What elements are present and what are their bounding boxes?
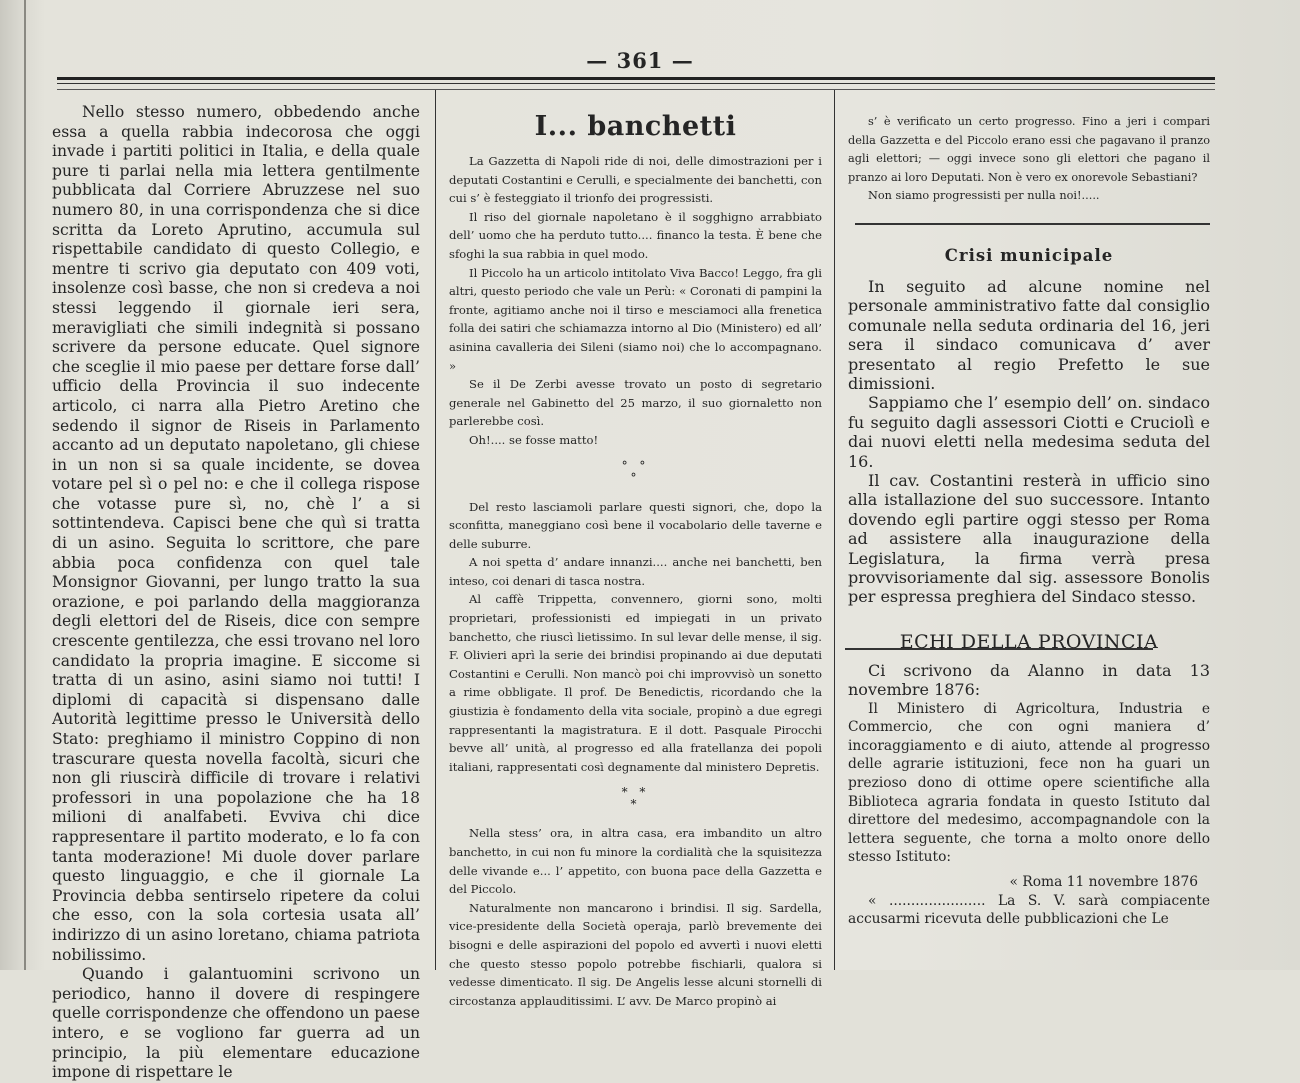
header-rule-thin-2 (57, 89, 1215, 90)
section-title-crisi: Crisi municipale (944, 245, 1114, 265)
paragraph: In seguito ad alcune nomine nel personale amministrativo fatte dal consiglio comunale nella seduta ordinaria del 16, jeri sera il sindaco comunicava d’ aver presentato al regio Prefetto le sue dimissioni. (848, 276, 1210, 393)
column-middle (449, 110, 822, 1010)
paragraph: Ci scrivono da Alanno in data 13 novembre 1876: (848, 660, 1210, 700)
paragraph: Del resto lasciamoli parlare questi signori, che, dopo la sconfitta, maneggiano così bene il vocabolario delle taverne e delle suburre. (449, 499, 822, 551)
section-separator: ° ° ° (621, 458, 650, 485)
section-separator: * * * (621, 785, 650, 812)
article-title: I... banchetti (534, 111, 737, 142)
paragraph: Il Piccolo ha un articolo intitolato Viva Bacco! Leggo, fra gli altri, questo periodo che vale un Perù: « Coronati di pampini la fronte, agitiamo anche noi il tirso e mesciamoci alla frenetica folla dei satiri che schiamazza intorno al Dio (Ministero) ed all’ asinina cavalleria dei Sileni (siamo noi) che lo accompagnano. » (449, 265, 822, 373)
paragraph: Al caffè Trippetta, convennero, giorni sono, molti proprietari, professionisti ed impiegati in un privato banchetto, che riuscì lietissimo. In sul levar delle mense, il sig. F. Olivieri aprì la serie dei brindisi propinando ai due deputati Costantini e Cerulli. Non mancò poi chi improvvisò un sonetto a rime obbligate. Il prof. De Benedictis, ricordando che la giustizia è fondamento della vita sociale, propinò a due egregi rappresentanti la magistratura. E il dott. Pasquale Pirocchi bevve all’ unità, al progresso ed alla fratellanza dei popoli italiani, rappresentati così degnamente dal ministero Depretis. (449, 592, 822, 774)
section-title-echi: ECHI DELLA PROVINCIA (899, 630, 1159, 653)
paragraph: Nello stesso numero, obbedendo anche essa a quella rabbia indecorosa che oggi invade i partiti politici in Italia, e della quale pure ti parlai nella mia lettera gentilmente pubblicata dal Corriere Abruzzese nel suo numero 80, in una corrispondenza che si dice scritta da Loreto Aprutino, accumula sul rispettabile candidato di questo Collegio, e mentre ti scrivo gia deputato con 409 voti, insolenze così basse, che non si credeva a noi stessi leggendo il giornale ieri sera, meravigliati che simili indegnità si possano scrivere da persone educate. Quel signore che sceglie il mio paese per dettare forse dall’ ufficio della Provincia il suo indecente articolo, ci narra alla Pietro Aretino che sedendo il signor de Riseis in Parlamento accanto ad un deputato napoletano, gli chiese in un non si sa quale incidente, se dovea votare pel sì o pel no: e che il collega rispose che votasse pure sì, no, chè l’ a si sottintendeva. Capisci bene che quì si tratta di un asino. Seguita lo scrittore, che pare abbia poca confidenza con quel tale Monsignor Giovanni, per lungo tratto la sua orazione, e poi parlando della maggioranza degli elettori del de Riseis, dice con sempre crescente gentilezza, che essi trovano nel loro candidato la propria imagine. E siccome si tratta di un asino, asini siamo noi tutti! I diplomi di capacità si dispensano dalle Autorità legittime presso le Università dello Stato: preghiamo il ministro Coppino di non trascurare questa novella facoltà, sicuri che non gli riuscirà difficile di trovare i relativi professori in una popolazione che ha 18 milioni di analfabeti. Evviva chi dice rappresentare il partito moderato, e lo fa con tanta moderazione! Mi duole dover parlare questo linguaggio, e che il giornale La Provincia debba sentirselo ripetere da colui che esso, con la sola cortesia usata all’ indirizzo di un asino loretano, chiama patriota nobilissimo. (52, 103, 420, 964)
paragraph: Il riso del giornale napoletano è il sogghigno arrabbiato dell’ uomo che ha perduto tutto.... financo la testa. È bene che sfoghi la sua rabbia in quel modo. (449, 209, 822, 261)
paragraph: Naturalmente non mancarono i brindisi. Il sig. Sardella, vice-presidente della Società operaja, parlò brevemente dei bisogni e delle aspirazioni del popolo ed avvertì i nuovi eletti che questo stesso popolo potrebbe fischiarli, qualora si vedesse dimenticato. Il sig. De Angelis lesse alcuni stornelli di circostanza applauditissimi. L’ avv. De Marco propinò ai (449, 900, 822, 1008)
paragraph: Se il De Zerbi avesse trovato un posto di segretario generale nel Gabinetto del 25 marzo, il suo giornaletto non parlerebbe così. (449, 377, 822, 429)
paragraph: Quando i galantuomini scrivono un periodico, hanno il dovere di respingere quelle corrispondenze che offendono un paese intero, e se vogliono far guerra ad un principio, la più elementare educazione impone di rispettare le (52, 965, 420, 1082)
paragraph: « ...................... La S. V. sarà compiacente accusarmi ricevuta delle pubblicazioni che Le (848, 892, 1210, 928)
letter-date: « Roma 11 novembre 1876 (1009, 874, 1198, 891)
header-rule-thin (57, 83, 1215, 84)
page-number: — 361 — (586, 48, 694, 73)
paragraph: Oh!.... se fosse matto! (469, 432, 599, 447)
column-left (52, 103, 420, 1083)
paragraph: Sappiamo che l’ esempio dell’ on. sindaco fu seguito dagli assessori Ciotti e Cruciolì e dai nuovi eletti nella medesima seduta del 16. (848, 393, 1210, 471)
paragraph: s’ è verificato un certo progresso. Fino a jeri i compari della Gazzetta e del Piccolo erano essi che pagavano il pranzo agli elettori; — oggi invece sono gli elettori che pagano il pranzo ai loro Deputati. Non è vero ex onorevole Sebastiani? (848, 115, 1210, 184)
paragraph: Non siamo progressisti per nulla noi!..... (868, 189, 1100, 203)
header-rule-thick (57, 77, 1215, 80)
column-right (848, 113, 1210, 929)
paragraph: A noi spetta d’ andare innanzi.... anche nei banchetti, ben inteso, coi denari di tasca nostra. (449, 555, 822, 588)
paragraph: Nella stess’ ora, in altra casa, era imbandito un altro banchetto, in cui non fu minore la cordialità che la squisitezza delle vivande e... l’ appetito, con buona pace della Gazzetta e del Piccolo. (449, 826, 822, 897)
column-rule-2 (834, 90, 835, 970)
paragraph: Il cav. Costantini resterà in ufficio sino alla istallazione del suo successore. Intanto dovendo egli partire oggi stesso per Roma ad assistere alla inaugurazione della Legislatura, la firma verrà presa provvisoriamente dal sig. assessore Bonolis per espressa preghiera del Sindaco stesso. (848, 471, 1210, 607)
paragraph: Il Ministero di Agricoltura, Industria e Commercio, che con ogni maniera d’ incoraggiamento e di aiuto, attende al progresso delle agrarie istituzioni, fece non ha guari un prezioso dono di ottime opere scientifiche alla Biblioteca agraria fondata in questo Istituto dal direttore del medesimo, accompagnandole con la lettera seguente, che torna a molto onore dello stesso Istituto: (848, 700, 1210, 866)
binding-gutter (24, 0, 26, 970)
column-rule-1 (435, 90, 436, 970)
paragraph: La Gazzetta di Napoli ride di noi, delle dimostrazioni per i deputati Costantini e Cerulli, e specialmente dei banchetti, con cui s’ è festeggiato il trionfo dei progressisti. (449, 154, 822, 206)
